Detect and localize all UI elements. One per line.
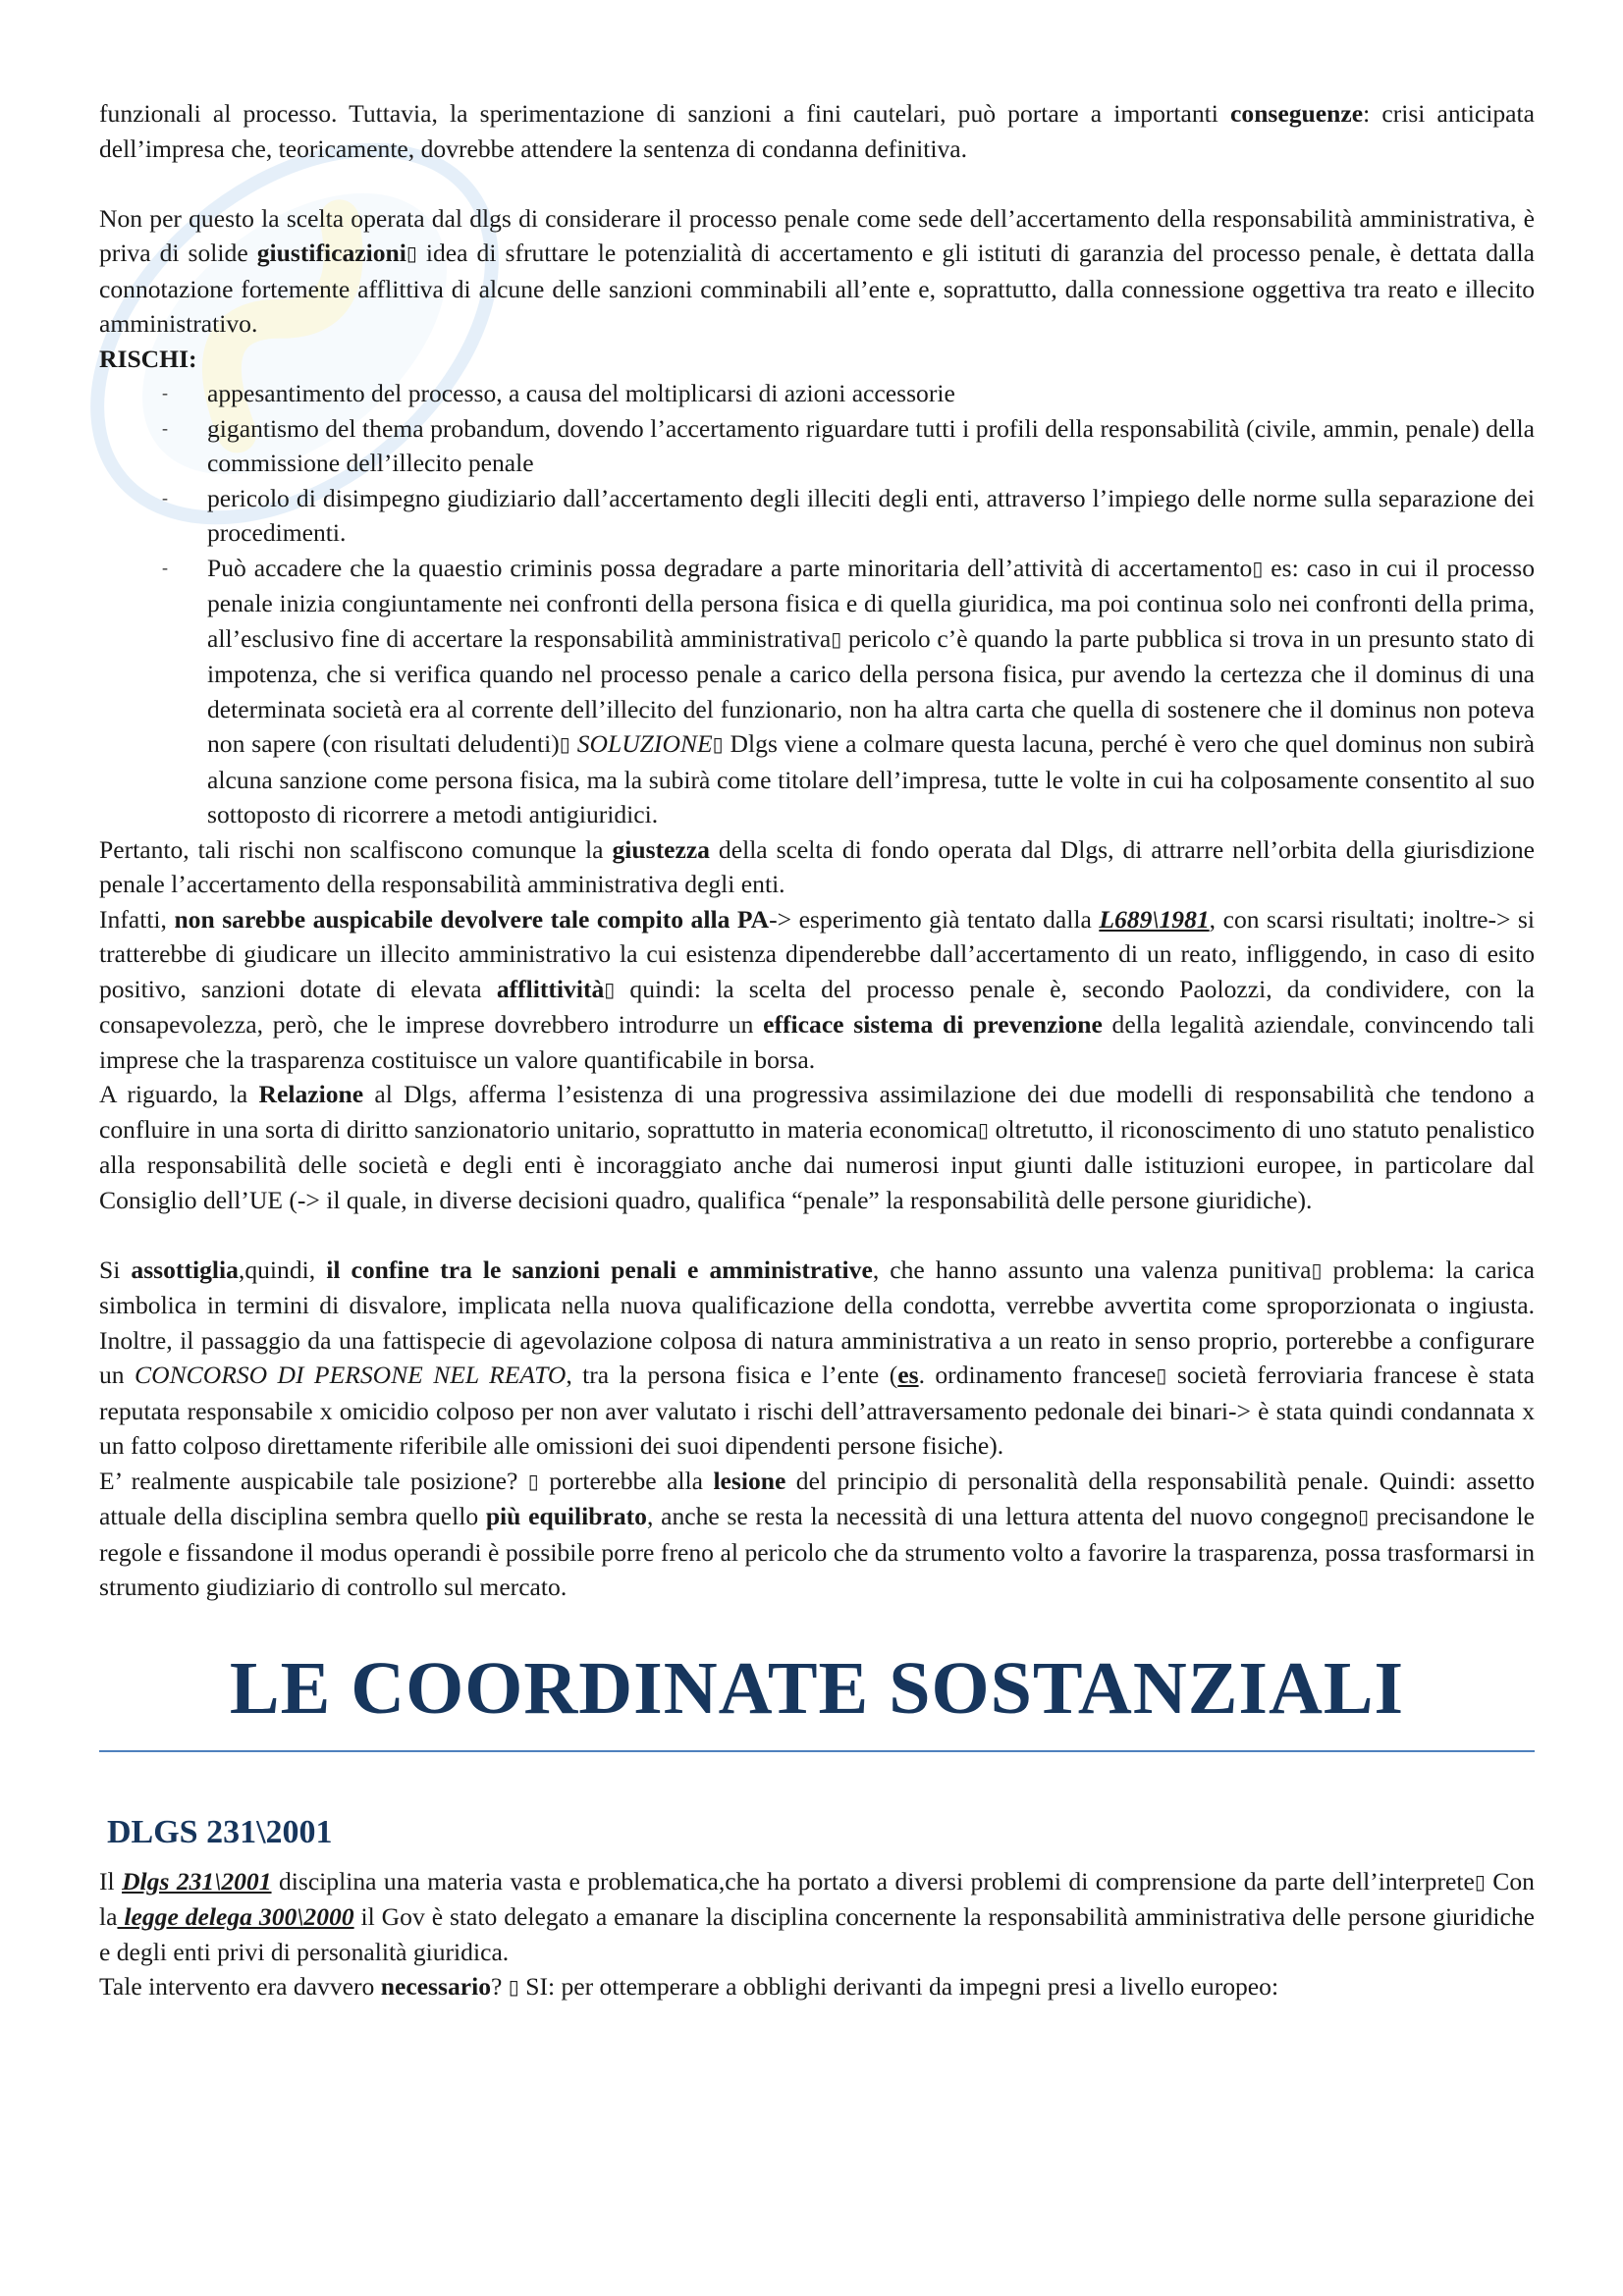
rischi-heading <box>99 342 1535 377</box>
bold-term-giustezza: giustezza <box>612 834 710 864</box>
risk-text: Può accadere che la quaestio criminis possa degradare a parte minoritaria dell’attività di accertamento <box>207 553 1253 582</box>
text-run: oltretutto, il riconoscimento di uno statuto penalistico alla responsabilità delle società e degli enti è incoraggiato anche dai numerosi input giunti dalle istituzioni europee, in particolare dal Consiglio dell’UE (-> il quale, in diverse decisioni quadro, qualifica “penale” la responsabilità delle persone giuridiche). <box>99 1114 1535 1214</box>
text-run: della scelta di fondo operata dal Dlgs, di attrarre nell’orbita della giurisdizione penale l’accertamento della responsabilità amministrativa degli enti. <box>99 834 1536 898</box>
missing-glyph-icon: ▯ <box>831 626 842 651</box>
text-run: Con la <box>99 1866 1535 1931</box>
text-run: del principio di personalità della responsabilità penale. Quindi: assetto attuale della disciplina sembra quello <box>99 1466 1535 1530</box>
text-run: E’ realmente auspicabile tale posizione? <box>99 1466 528 1495</box>
risk-text: gigantismo del thema probandum, dovendo l’accertamento riguardare tutti i profili della responsabilità (civile, ammin, penale) della commissione dell’illecito penale <box>207 413 1535 477</box>
missing-glyph-icon: ▯ <box>1358 1505 1370 1528</box>
text-run: , che hanno assunto una valenza punitiva <box>872 1255 1312 1284</box>
missing-glyph-icon: ▯ <box>527 1468 539 1493</box>
bold-term-conseguenze: conseguenze <box>1230 99 1364 128</box>
law-reference-legge300: legge delega 300\2000 <box>117 1902 354 1931</box>
missing-glyph-icon: ▯ <box>1156 1363 1167 1387</box>
bold-term-prevenzione: efficace sistema di prevenzione <box>763 1010 1103 1039</box>
text-run: : crisi anticipata dell’impresa che, teoricamente, dovrebbe attendere la sentenza di condanna definitiva. <box>99 99 1535 163</box>
bold-term-es: es <box>897 1361 919 1389</box>
text-run: società ferroviaria francese è stata reputata responsabile x omicidio colposo per non aver valutato i rischi dell’attraversamento pedonale dei binari-> è stata quindi condannata x un fatto colposo direttamente riferibile alle omissioni dei suoi dipendenti persone fisiche). <box>99 1361 1536 1460</box>
paragraph-posizione <box>99 1464 1535 1605</box>
text-run: porterebbe alla <box>538 1466 714 1495</box>
rischi-label: RISCHI <box>99 344 189 373</box>
list-item <box>99 411 1535 481</box>
text-run: ? <box>491 1972 509 2001</box>
law-reference-l689: L689\1981 <box>1099 904 1210 934</box>
bold-term-necessario: necessario <box>380 1972 492 2001</box>
paragraph-dlgs <box>99 1864 1535 1970</box>
italic-term-soluzione: SOLUZIONE <box>576 729 713 758</box>
document-page <box>99 96 1535 2005</box>
missing-glyph-icon: ▯ <box>1311 1257 1323 1282</box>
section-heading: LE COORDINATE SOSTANZIALI <box>229 1646 1405 1730</box>
text-run: Infatti, <box>99 904 175 934</box>
text-run: A riguardo, la <box>99 1080 259 1108</box>
text-run: , con scarsi risultati; inoltre-> si tratterebbe di giudicare un illecito amministrativo la cui esistenza dipenderebbe dall’accertamento di un reato, infliggendo, in caso di esito positivo, sanzioni dotate di elevata <box>99 904 1535 1003</box>
missing-glyph-icon: ▯ <box>559 732 570 756</box>
text-run: problema: la carica simbolica in termini di disvalore, implicata nella nuova qualificazione della condotta, verrebbe avvertita come sproporzionata o ingiusta. Inoltre, il passaggio da una fattispecie di agevolazione colposa di natura amministrativa a un reato in senso proprio, porterebbe a configurare un <box>99 1255 1535 1389</box>
bold-term-confine: il confine tra le sanzioni penali e amministrative <box>326 1255 873 1284</box>
list-item <box>99 551 1535 832</box>
bold-term-afflittivita: afflittività <box>496 974 605 1003</box>
paragraph-relazione <box>99 1077 1535 1217</box>
missing-glyph-icon: ▯ <box>1252 556 1264 580</box>
text-run: quindi: la scelta del processo penale è, secondo Paolozzi, da condividere, con la consapevolezza, però, che le imprese dovrebbero introdurre un <box>99 974 1535 1039</box>
text-run: Il <box>99 1866 123 1896</box>
missing-glyph-icon: ▯ <box>1474 1869 1486 1894</box>
bold-term-giustificazioni: giustificazioni <box>256 239 406 267</box>
text-run: Tale intervento era davvero <box>99 1972 381 2001</box>
heading-underline <box>99 1750 1535 1752</box>
text-run: idea di sfruttare le potenzialità di accertamento e gli istituti di garanzia del processo penale, è dettata dalla connotazione fortemente afflittiva di alcune delle sanzioni comminabili all’ente e, soprattutto, dalla connessione oggettiva tra reato e illecito amministrativo. <box>99 239 1535 338</box>
text-run: funzionali al processo. Tuttavia, la sperimentazione di sanzioni a fini cautelari, può portare a importanti <box>99 99 1231 128</box>
subsection-heading: DLGS 231\2001 <box>107 1813 333 1850</box>
risk-text: es: caso in cui il processo penale inizia congiuntamente nei confronti della persona fisica e di quella giuridica, ma poi continua solo nei confronti della prima, all’esclusivo fine di accertare la responsabilità amministrativa <box>207 553 1535 653</box>
list-item <box>99 376 1535 411</box>
bold-term-relazione: Relazione <box>258 1080 364 1108</box>
text-run: Si <box>99 1255 132 1284</box>
paragraph-giustificazioni <box>99 201 1535 342</box>
rischi-colon: : <box>189 344 197 373</box>
missing-glyph-icon: ▯ <box>978 1117 990 1142</box>
missing-glyph-icon: ▯ <box>406 241 417 265</box>
risk-text: appesantimento del processo, a causa del moltiplicarsi di azioni accessorie <box>207 379 955 407</box>
text-run: . ordinamento francese <box>918 1361 1157 1389</box>
missing-glyph-icon: ▯ <box>604 977 616 1001</box>
bold-term-lesione: lesione <box>713 1466 786 1495</box>
text-run: , tra la persona fisica e l’ente ( <box>566 1361 898 1389</box>
paragraph-confine <box>99 1253 1535 1464</box>
risk-text: pericolo c’è quando la parte pubblica si trova in un presunto stato di impotenza, che si verifica quando nel processo penale a carico della persona fisica, pur avendo la certezza che il dominus di una determinata società era al corrente dell’illecito del funzionario, non ha altra carta che quella di sostenere che il dominus non poteva non sapere (con risultati deludenti) <box>207 623 1535 758</box>
text-run: , anche se resta la necessità di una lettura attenta del nuovo congegno <box>646 1502 1359 1530</box>
paragraph-necessario <box>99 1969 1535 2005</box>
paragraph-pa <box>99 902 1535 1078</box>
text-run: -> esperimento già tentato dalla <box>769 904 1100 934</box>
missing-glyph-icon: ▯ <box>712 732 724 756</box>
text-run: disciplina una materia vasta e problematica,che ha portato a diversi problemi di comprensione da parte dell’interprete <box>271 1866 1475 1896</box>
paragraph-intro <box>99 96 1535 166</box>
list-item <box>99 481 1535 551</box>
risk-text: Dlgs viene a colmare questa lacuna, perché è vero che quel dominus non subirà alcuna sanzione come persona fisica, ma la subirà come titolare dell’impresa, tutte le volte in cui ha colposamente consentito al suo sottoposto di ricorrere a metodi antigiuridici. <box>207 729 1535 828</box>
text-run: ,quindi, <box>238 1255 327 1284</box>
bold-term-pa: non sarebbe auspicabile devolvere tale compito alla PA <box>174 904 770 934</box>
italic-term-concorso: CONCORSO DI PERSONE NEL REATO <box>135 1361 567 1389</box>
bold-term-assottiglia: assottiglia <box>131 1255 239 1284</box>
text-run: il Gov è stato delegato a emanare la disciplina concernente la responsabilità amministrativa delle persone giuridiche e degli enti privi di personalità giuridica. <box>99 1902 1536 1966</box>
missing-glyph-icon: ▯ <box>508 1975 519 1999</box>
text-run: Non per questo la scelta operata dal dlgs di considerare il processo penale come sede dell’accertamento della responsabilità amministrativa, è priva di solide <box>99 203 1535 267</box>
text-run: precisandone le regole e fissandone il modus operandi è possibile porre freno al pericolo che da strumento volto a favorire la trasparenza, possa trasformarsi in strumento giudiziario di controllo sul mercato. <box>99 1502 1535 1601</box>
risk-text: pericolo di disimpegno giudiziario dall’accertamento degli illeciti degli enti, attraverso l’impiego delle norme sulla separazione dei procedimenti. <box>207 483 1535 547</box>
paragraph-giustezza <box>99 832 1535 902</box>
text-run: della legalità aziendale, convincendo tali imprese che la trasparenza costituisce un valore quantificabile in borsa. <box>99 1010 1535 1074</box>
law-reference-dlgs231: Dlgs 231\2001 <box>122 1866 272 1896</box>
text-run: Pertanto, tali rischi non scalfiscono comunque la <box>99 834 613 864</box>
bold-term-equilibrato: più equilibrato <box>485 1502 647 1530</box>
text-run: al Dlgs, afferma l’esistenza di una progressiva assimilazione dei due modelli di responsabilità che tendono a confluire in una sorta di diritto sanzionatorio unitario, soprattutto in materia economica <box>99 1080 1536 1144</box>
text-run: SI: per ottemperare a obblighi derivanti da impegni presi a livello europeo: <box>518 1972 1279 2001</box>
risk-list <box>99 376 1535 832</box>
